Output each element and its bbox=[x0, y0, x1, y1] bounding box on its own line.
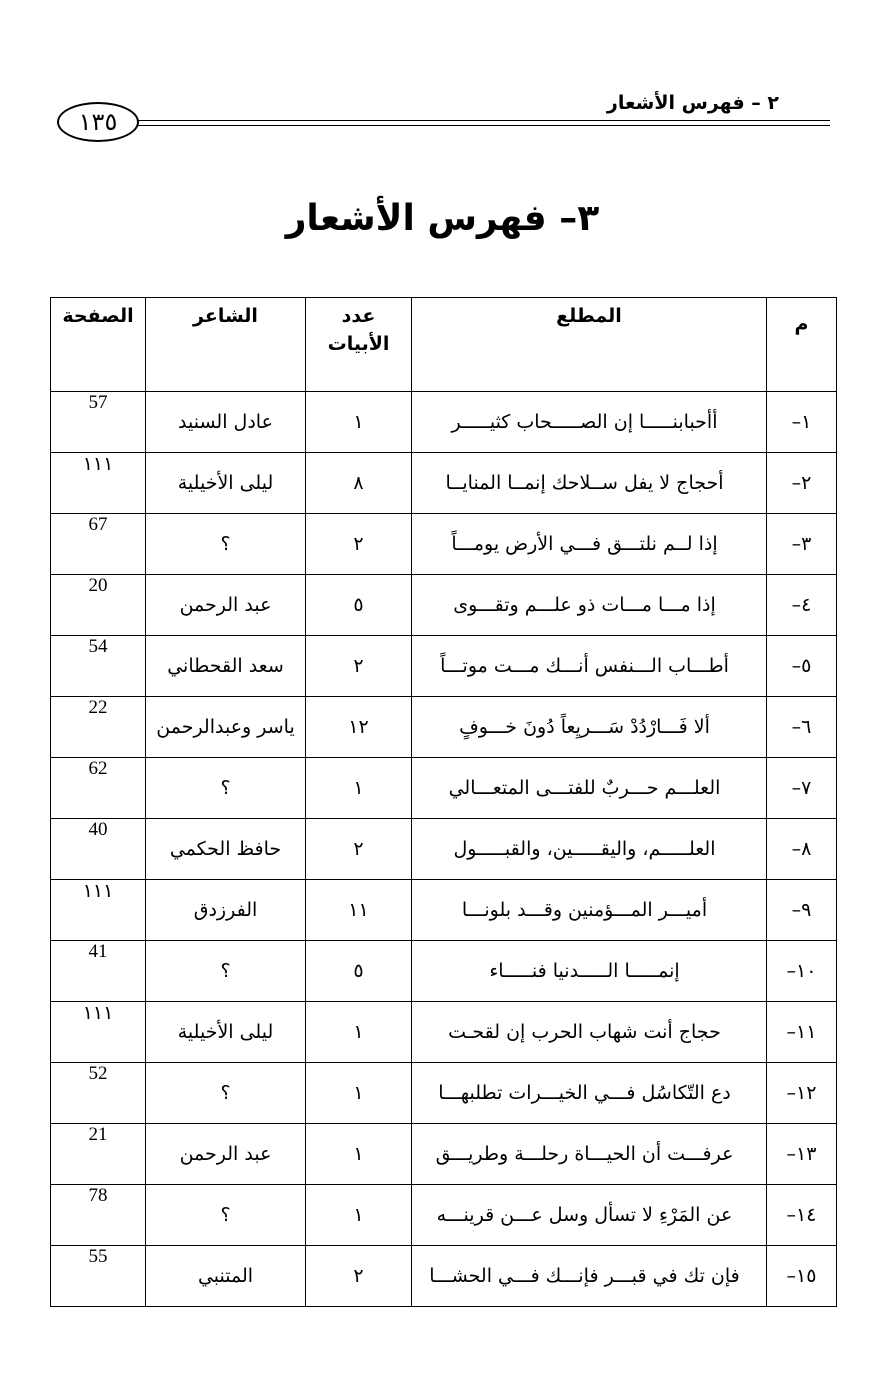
table-row bbox=[51, 1246, 837, 1307]
poet-name: ؟ bbox=[146, 1185, 306, 1246]
verse-count: ٥ bbox=[306, 575, 412, 636]
table-row bbox=[51, 453, 837, 514]
verse-count: ١ bbox=[306, 758, 412, 819]
page-title: ٣– فهرس الأشعار bbox=[285, 198, 600, 239]
column-header-poet: الشاعر bbox=[146, 298, 306, 392]
row-number: ١٣– bbox=[767, 1124, 837, 1185]
row-number: ١٤– bbox=[767, 1185, 837, 1246]
verse-opening: أحجاج لا يفل ســلاحك إنمــا المنايــا bbox=[412, 453, 767, 514]
row-number: ٨– bbox=[767, 819, 837, 880]
verse-opening: أطـــاب الـــنفس أنـــك مـــت موتـــاً bbox=[412, 636, 767, 697]
row-number: ١٥– bbox=[767, 1246, 837, 1307]
poet-name: ؟ bbox=[146, 514, 306, 575]
poems-index-table bbox=[50, 297, 837, 1307]
verse-count: ١ bbox=[306, 1002, 412, 1063]
page-ref: 40 bbox=[51, 819, 146, 880]
table-row bbox=[51, 636, 837, 697]
table-row bbox=[51, 819, 837, 880]
verse-count: ٢ bbox=[306, 819, 412, 880]
verse-count: ٢ bbox=[306, 636, 412, 697]
row-number: ٥– bbox=[767, 636, 837, 697]
row-number: ٤– bbox=[767, 575, 837, 636]
verse-opening: العلـــــم، واليقـــــين، والقبـــــول bbox=[412, 819, 767, 880]
table-row bbox=[51, 1185, 837, 1246]
table-header-row bbox=[51, 298, 837, 392]
poet-name: عبد الرحمن bbox=[146, 1124, 306, 1185]
row-number: ٢– bbox=[767, 453, 837, 514]
table-row bbox=[51, 575, 837, 636]
page-ref: ١١١ bbox=[51, 453, 146, 514]
page-ref: 57 bbox=[51, 392, 146, 453]
verse-count: ٢ bbox=[306, 514, 412, 575]
page-ref: 67 bbox=[51, 514, 146, 575]
row-number: ١٠– bbox=[767, 941, 837, 1002]
poet-name: المتنبي bbox=[146, 1246, 306, 1307]
column-header-verse: المطلع bbox=[412, 298, 767, 392]
verse-count: ٥ bbox=[306, 941, 412, 1002]
table-row bbox=[51, 1124, 837, 1185]
row-number: ٩– bbox=[767, 880, 837, 941]
poet-name: حافظ الحكمي bbox=[146, 819, 306, 880]
table-row bbox=[51, 392, 837, 453]
verse-opening: أميـــر المـــؤمنين وقـــد بلونـــا bbox=[412, 880, 767, 941]
verse-opening: عرفـــت أن الحيـــاة رحلـــة وطريـــق bbox=[412, 1124, 767, 1185]
verse-count: ١٢ bbox=[306, 697, 412, 758]
verse-opening: إذا مـــا مـــات ذو علـــم وتقـــوى bbox=[412, 575, 767, 636]
page-ref: ١١١ bbox=[51, 880, 146, 941]
row-number: ٧– bbox=[767, 758, 837, 819]
poet-name: ؟ bbox=[146, 1063, 306, 1124]
table-row bbox=[51, 1002, 837, 1063]
verse-opening: فإن تك في قبـــر فإنـــك فـــي الحشـــا bbox=[412, 1246, 767, 1307]
page-ref: 20 bbox=[51, 575, 146, 636]
column-header-page: الصفحة bbox=[51, 298, 146, 392]
table-row bbox=[51, 941, 837, 1002]
column-header-num: م bbox=[767, 298, 837, 392]
table-row bbox=[51, 697, 837, 758]
verse-opening: ألا فَـــارْدُدْ سَـــريِعاً دُونَ خـــوفٍ bbox=[412, 697, 767, 758]
poet-name: ليلى الأخيلية bbox=[146, 453, 306, 514]
verse-opening: دع التّكاسُل فـــي الخيـــرات تطلبهـــا bbox=[412, 1063, 767, 1124]
verse-count: ١ bbox=[306, 1185, 412, 1246]
poet-name: ؟ bbox=[146, 758, 306, 819]
running-header-title: ٢ – فهرس الأشعار bbox=[606, 92, 779, 114]
verse-count: ١ bbox=[306, 1063, 412, 1124]
poet-name: ليلى الأخيلية bbox=[146, 1002, 306, 1063]
poet-name: عبد الرحمن bbox=[146, 575, 306, 636]
verse-opening: حجاج أنت شهاب الحرب إن لقحـت bbox=[412, 1002, 767, 1063]
page-ref: 62 bbox=[51, 758, 146, 819]
row-number: ٦– bbox=[767, 697, 837, 758]
verse-opening: أأحبابنـــــا إن الصـــــحاب كثيـــــر bbox=[412, 392, 767, 453]
verse-count: ١ bbox=[306, 392, 412, 453]
table-row bbox=[51, 1063, 837, 1124]
row-number: ١– bbox=[767, 392, 837, 453]
table-row bbox=[51, 758, 837, 819]
verse-count: ٢ bbox=[306, 1246, 412, 1307]
poet-name: عادل السنيد bbox=[146, 392, 306, 453]
page-ref: 41 bbox=[51, 941, 146, 1002]
row-number: ١٢– bbox=[767, 1063, 837, 1124]
page-number: ١٣٥ bbox=[57, 102, 139, 142]
column-header-count: عدد الأبيات bbox=[306, 298, 412, 392]
verse-opening: عن المَرْءِ لا تسأل وسل عـــن قرينـــه bbox=[412, 1185, 767, 1246]
verse-opening: العلـــم حـــربٌ للفتـــى المتعـــالي bbox=[412, 758, 767, 819]
poet-name: الفرزدق bbox=[146, 880, 306, 941]
page-ref: ١١١ bbox=[51, 1002, 146, 1063]
poet-name: ياسر وعبدالرحمن bbox=[146, 697, 306, 758]
poet-name: سعد القحطاني bbox=[146, 636, 306, 697]
verse-count: ١ bbox=[306, 1124, 412, 1185]
row-number: ١١– bbox=[767, 1002, 837, 1063]
header-rule bbox=[138, 120, 830, 126]
verse-opening: إذا لــم نلتـــق فـــي الأرض يومـــاً bbox=[412, 514, 767, 575]
row-number: ٣– bbox=[767, 514, 837, 575]
page-ref: 54 bbox=[51, 636, 146, 697]
table-row bbox=[51, 514, 837, 575]
verse-opening: إنمـــــا الـــــدنيا فنـــــاء bbox=[412, 941, 767, 1002]
page-ref: 55 bbox=[51, 1246, 146, 1307]
page-ref: 52 bbox=[51, 1063, 146, 1124]
verse-count: ٨ bbox=[306, 453, 412, 514]
page-ref: 21 bbox=[51, 1124, 146, 1185]
poet-name: ؟ bbox=[146, 941, 306, 1002]
page-ref: 22 bbox=[51, 697, 146, 758]
verse-count: ١١ bbox=[306, 880, 412, 941]
table-row bbox=[51, 880, 837, 941]
page-ref: 78 bbox=[51, 1185, 146, 1246]
